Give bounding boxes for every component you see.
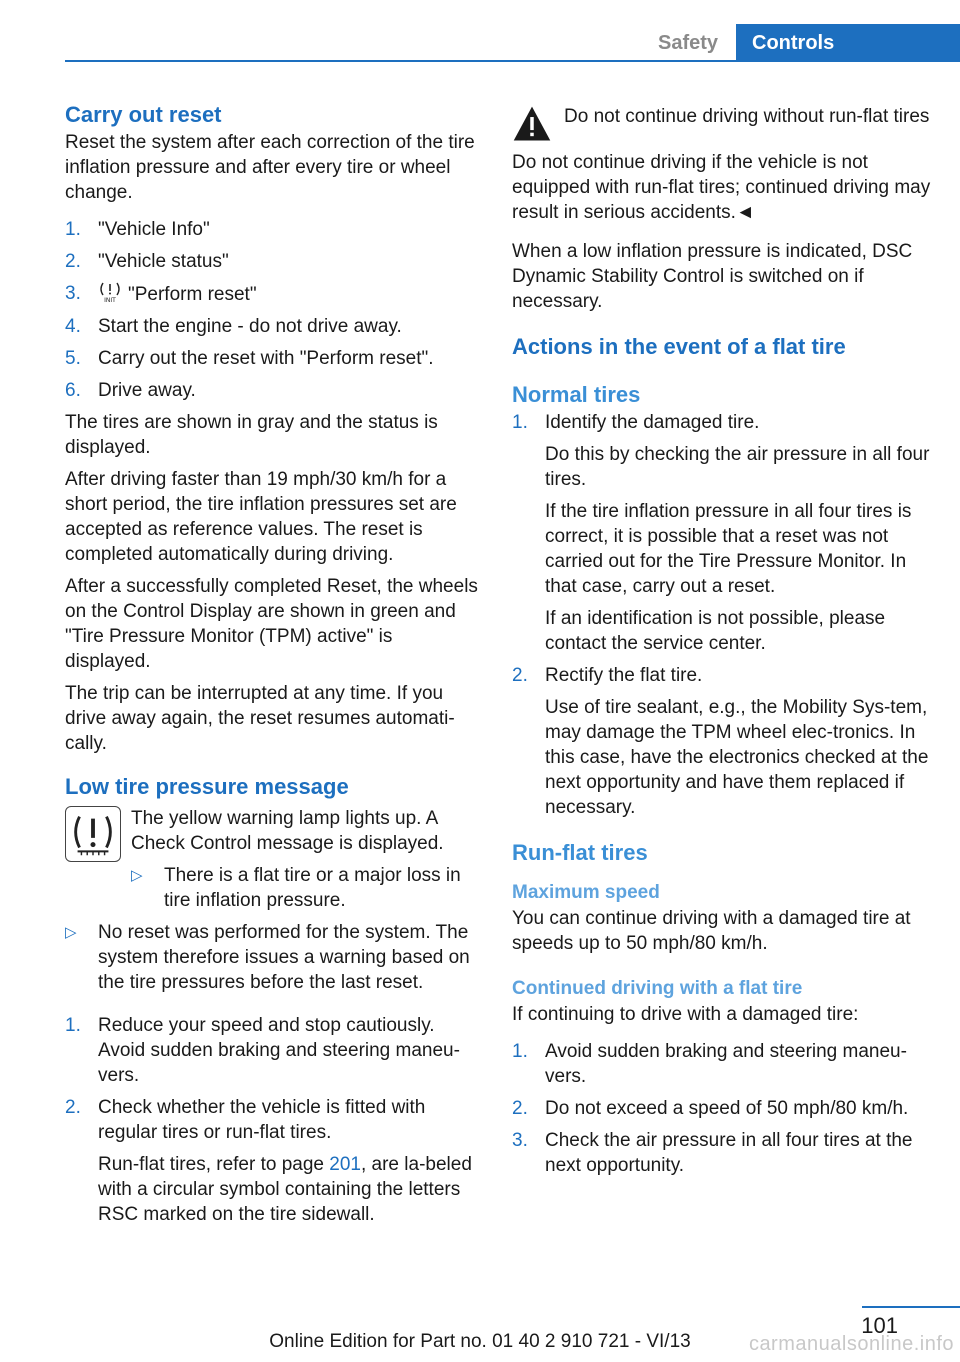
list-item [65, 281, 480, 307]
step-number: 4. [65, 316, 81, 337]
page-number: 101 [861, 1313, 898, 1338]
watermark: carmanualsonline.info [748, 1333, 954, 1355]
lamp-text: The yellow warning lamp lights up. A Check Control message is displayed. [131, 808, 444, 854]
tab-safety[interactable]: Safety [657, 32, 719, 54]
status-paragraph: The tires are shown in gray and the status is displayed. [65, 412, 438, 458]
warning-block [512, 104, 932, 144]
step-number: 2. [65, 1097, 81, 1118]
tire-pressure-warning-icon [65, 806, 121, 862]
tpm-init-icon [98, 281, 122, 303]
list-item [65, 314, 480, 339]
step-text: Check whether the vehicle is fitted with regular tires or run-flat tires. [98, 1097, 426, 1143]
svg-text:INIT: INIT [104, 297, 116, 303]
step-number: 5. [65, 348, 81, 369]
step-text: If an identification is not possible, please contact the service center. [545, 608, 886, 654]
right-column [512, 100, 932, 1185]
step-number: 1. [65, 1015, 81, 1036]
max-speed-heading: Maximum speed [512, 882, 660, 903]
list-item [512, 1096, 932, 1121]
step-text: Start the engine - do not drive away. [98, 316, 402, 337]
list-item [512, 663, 932, 820]
edition-footer: Online Edition for Part no. 01 40 2 910 721 - VI/13 [269, 1331, 691, 1352]
normal-tires-heading: Normal tires [512, 382, 641, 407]
reset-heading: Carry out reset [65, 102, 222, 127]
max-speed-text: You can continue driving with a damaged tire at speeds up to 50 mph/80 km/h. [512, 908, 911, 954]
list-item [131, 863, 480, 913]
step-text: Identify the damaged tire. [545, 412, 760, 433]
low-pressure-heading: Low tire pressure message [65, 774, 349, 799]
step-text: Rectify the flat tire. [545, 665, 703, 686]
bullet-text: There is a flat tire or a major loss in tire inflation pressure. [164, 865, 461, 911]
warning-triangle-icon [512, 104, 552, 144]
step-text: Do this by checking the air pressure in all four tires. [545, 444, 930, 490]
list-item [65, 1013, 480, 1088]
step-text: "Vehicle status" [98, 251, 229, 272]
warning-title: Do not continue driving without run-flat tires [564, 106, 930, 127]
step-text: "Vehicle Info" [98, 219, 210, 240]
step-text: If the tire inflation pressure in all four tires is correct, it is possible that a reset was not carried out for the Tire Pressure Monitor. In that case, carry out a reset. [545, 501, 912, 597]
step-number: 1. [512, 412, 528, 433]
reference-paragraph: After driving faster than 19 mph/30 km/h for a short period, the tire inflation pressures set are accepted as reference values. The reset is completed automatically during driving. [65, 469, 457, 565]
step-number: 2. [512, 665, 528, 686]
run-flat-heading: Run-flat tires [512, 840, 648, 865]
step-number: 6. [65, 380, 81, 401]
bullet-text: No reset was performed for the system. The system therefore issues a warning based on the tire pressures before the last reset. [98, 922, 470, 993]
rsc-note: Run-flat tires, refer to page 201, are la‐beled with a circular symbol containing the letters RSC marked on the tire sidewall. [98, 1154, 472, 1225]
bullet-marker: ▷ [131, 867, 143, 884]
interrupt-paragraph: The trip can be interrupted at any time. If you drive away again, the reset resumes automati‐cally. [65, 683, 455, 754]
lamp-row [65, 806, 480, 920]
tab-controls[interactable]: Controls [736, 24, 960, 62]
left-column [65, 100, 480, 1234]
list-item [65, 920, 480, 995]
footer-rule [862, 1306, 960, 1308]
list-item [512, 1128, 932, 1178]
list-item [512, 410, 932, 656]
success-paragraph: After a successfully completed Reset, the wheels on the Control Display are shown in green and "Tire Pressure Monitor (TPM) active" is displayed. [65, 576, 478, 672]
step-text: Drive away. [98, 380, 196, 401]
step-number: 2. [512, 1098, 528, 1119]
list-item [65, 1095, 480, 1227]
step-text: Avoid sudden braking and steering maneu‐vers. [545, 1041, 907, 1087]
continued-driving-heading: Continued driving with a flat tire [512, 978, 803, 999]
step-text: Carry out the reset with "Perform reset". [98, 348, 434, 369]
list-item [65, 378, 480, 403]
dsc-text: When a low inflation pressure is indicated, DSC Dynamic Stability Control is switched on if necessary. [512, 241, 913, 312]
step-text: Do not exceed a speed of 50 mph/80 km/h. [545, 1098, 909, 1119]
step-number: 1. [512, 1041, 528, 1062]
list-item [65, 346, 480, 371]
page-link[interactable]: 201 [329, 1154, 361, 1175]
list-item [65, 249, 480, 274]
reset-intro: Reset the system after each correction of the tire inflation pressure and after every tire or wheel change. [65, 132, 475, 203]
warning-text: Do not continue driving if the vehicle is not equipped with run-flat tires; continued driving may result in serious accidents.◄ [512, 152, 931, 223]
header-rule [65, 60, 960, 62]
step-number: 2. [65, 251, 81, 272]
list-item [65, 217, 480, 242]
step-number: 3. [65, 283, 81, 304]
step-text: Use of tire sealant, e.g., the Mobility Sys‐tem, may damage the TPM wheel elec‐tronics. In this case, have the electronics checked at the next opportunity and have them replaced if necessary. [545, 697, 929, 818]
step-number: 3. [512, 1130, 528, 1151]
reset-steps [65, 217, 480, 403]
continued-intro: If continuing to drive with a damaged tire: [512, 1004, 859, 1025]
step-text: "Perform reset" [128, 284, 257, 305]
step-number: 1. [65, 219, 81, 240]
flat-tire-heading: Actions in the event of a flat tire [512, 334, 846, 359]
list-item [512, 1039, 932, 1089]
bullet-marker: ▷ [65, 924, 77, 941]
step-text: Reduce your speed and stop cautiously. Avoid sudden braking and steering maneu‐vers. [98, 1015, 460, 1086]
step-text: Check the air pressure in all four tires at the next opportunity. [545, 1130, 913, 1176]
